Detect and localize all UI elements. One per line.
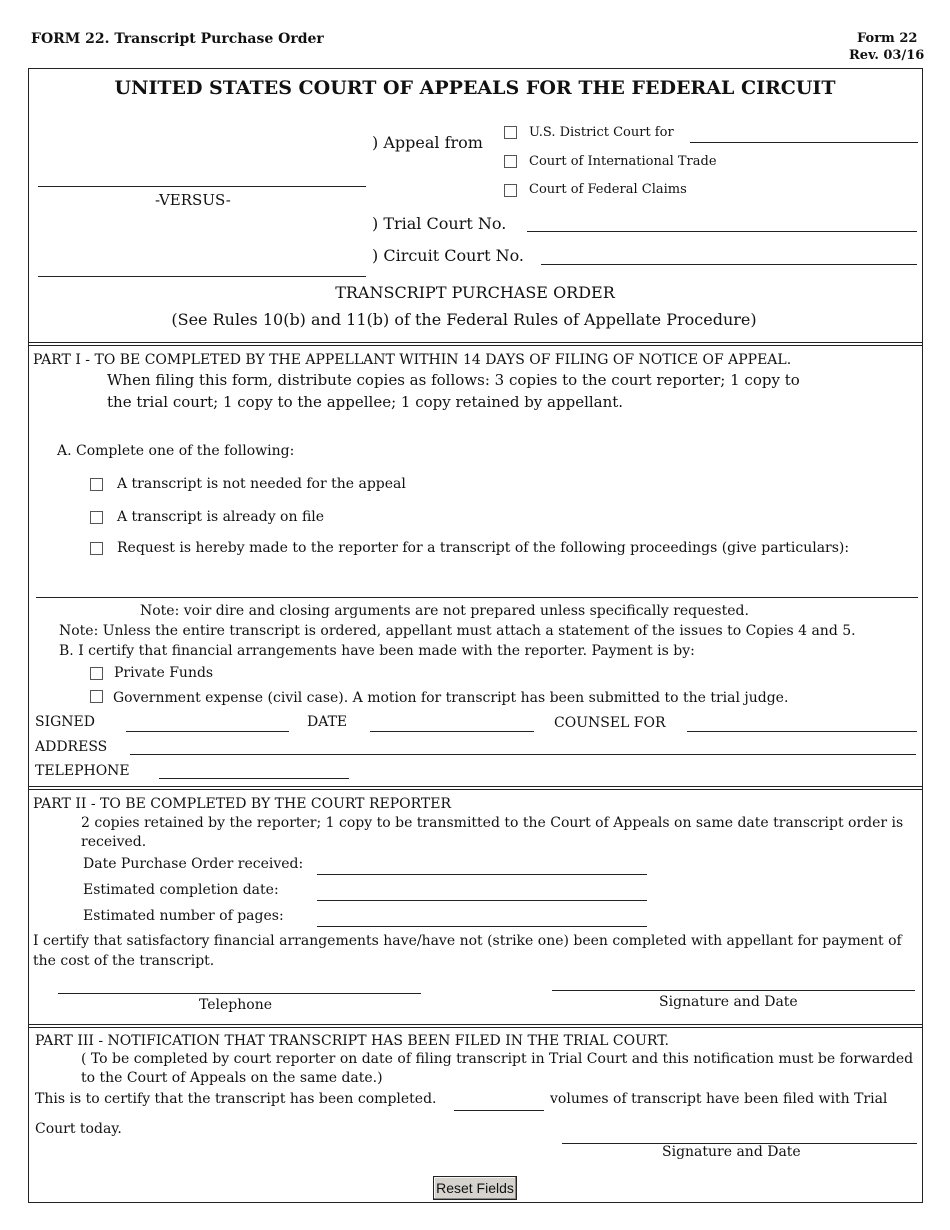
- part1-instructions-2: the trial court; 1 copy to the appellee; 1 copy retained by appellant.: [107, 393, 624, 411]
- part3-heading: PART III - NOTIFICATION THAT TRANSCRIPT HAS BEEN FILED IN THE TRIAL COURT.: [35, 1033, 669, 1049]
- district-court-checkbox[interactable]: [504, 126, 517, 139]
- part1-heading: PART I - TO BE COMPLETED BY THE APPELLANT WITHIN 14 DAYS OF FILING OF NOTICE OF APPEAL.: [33, 352, 792, 368]
- date-received-label: Date Purchase Order received:: [83, 856, 304, 872]
- section-b-label: B. I certify that financial arrangements have been made with the reporter. Payment is by:: [59, 643, 695, 659]
- part1-instructions-1: When filing this form, distribute copies as follows: 3 copies to the court reporter; 1 copy to: [107, 371, 800, 389]
- note-entire-transcript: Note: Unless the entire transcript is ordered, appellant must attach a statement of the issues to Copies 4 and 5.: [59, 623, 856, 639]
- transcript-not-needed-checkbox[interactable]: [90, 478, 103, 491]
- part2-certify-1: I certify that satisfactory financial arrangements have/have not (strike one) been completed with appellant for payment of: [33, 933, 902, 949]
- transcript-on-file-label: A transcript is already on file: [117, 509, 325, 525]
- transcript-on-file-checkbox[interactable]: [90, 511, 103, 524]
- versus-label: -VERSUS-: [155, 191, 231, 209]
- section-divider: [29, 1024, 922, 1028]
- order-subtitle: (See Rules 10(b) and 11(b) of the Federal Rules of Appellate Procedure): [171, 310, 757, 329]
- circuit-court-no-label: ) Circuit Court No.: [372, 246, 525, 265]
- completion-date-label: Estimated completion date:: [83, 882, 279, 898]
- transcript-request-label: Request is hereby made to the reporter for a transcript of the following proceedings (give particulars):: [117, 540, 850, 556]
- num-pages-field[interactable]: [317, 908, 647, 927]
- federal-claims-checkbox[interactable]: [504, 184, 517, 197]
- appeal-from-label: ) Appeal from: [372, 133, 483, 152]
- section-a-label: A. Complete one of the following:: [57, 443, 295, 459]
- trial-court-no-label: ) Trial Court No.: [372, 214, 507, 233]
- section-divider: [29, 786, 922, 790]
- part3-instructions-2: to the Court of Appeals on the same date.): [81, 1070, 383, 1086]
- proceedings-particulars-field[interactable]: [36, 579, 918, 598]
- part2-instructions-1: 2 copies retained by the reporter; 1 copy to be transmitted to the Court of Appeals on same date transcript order is: [81, 815, 904, 831]
- reporter-signature-field[interactable]: [552, 972, 915, 991]
- counsel-for-field[interactable]: [687, 713, 917, 732]
- num-pages-label: Estimated number of pages:: [83, 908, 284, 924]
- transcript-request-checkbox[interactable]: [90, 542, 103, 555]
- address-field[interactable]: [130, 736, 916, 755]
- reporter-telephone-field[interactable]: [58, 975, 421, 994]
- section-divider: [29, 342, 922, 346]
- form-number: Form 22: [857, 31, 918, 46]
- order-title: TRANSCRIPT PURCHASE ORDER: [335, 283, 615, 302]
- part3-signature-field[interactable]: [562, 1125, 917, 1144]
- appellee-name-field[interactable]: [38, 258, 366, 277]
- district-court-field[interactable]: [690, 124, 918, 143]
- completion-date-field[interactable]: [317, 882, 647, 901]
- signed-label: SIGNED: [35, 714, 95, 730]
- note-voir-dire: Note: voir dire and closing arguments are not prepared unless specifically requested.: [140, 603, 749, 619]
- part3-instructions-1: ( To be completed by court reporter on date of filing transcript in Trial Court and this notification must be forwarded: [81, 1051, 914, 1067]
- form-revision: Rev. 03/16: [849, 48, 925, 63]
- reporter-signature-label: Signature and Date: [659, 994, 798, 1010]
- date-label: DATE: [307, 714, 348, 730]
- part2-certify-2: the cost of the transcript.: [33, 953, 215, 969]
- reporter-telephone-label: Telephone: [199, 997, 273, 1013]
- counsel-for-label: COUNSEL FOR: [554, 715, 666, 731]
- international-trade-label: Court of International Trade: [529, 154, 717, 169]
- private-funds-checkbox[interactable]: [90, 667, 103, 680]
- address-label: ADDRESS: [35, 739, 108, 755]
- private-funds-label: Private Funds: [114, 665, 214, 681]
- date-received-field[interactable]: [317, 856, 647, 875]
- circuit-court-no-field[interactable]: [541, 246, 917, 265]
- district-court-label: U.S. District Court for: [529, 125, 674, 140]
- part2-instructions-2: received.: [81, 834, 147, 850]
- government-expense-checkbox[interactable]: [90, 690, 103, 703]
- part3-certify-3: Court today.: [35, 1121, 122, 1137]
- trial-court-no-field[interactable]: [527, 213, 917, 232]
- signed-field[interactable]: [126, 713, 289, 732]
- telephone-field[interactable]: [159, 760, 349, 779]
- appellant-name-field[interactable]: [38, 168, 366, 187]
- part3-certify-2: volumes of transcript have been filed with Trial: [550, 1091, 888, 1107]
- court-title: UNITED STATES COURT OF APPEALS FOR THE FEDERAL CIRCUIT: [114, 77, 836, 99]
- part3-certify-1: This is to certify that the transcript has been completed.: [35, 1091, 437, 1107]
- volumes-field[interactable]: [454, 1092, 544, 1111]
- reset-fields-button[interactable]: Reset Fields: [433, 1176, 517, 1200]
- telephone-label: TELEPHONE: [35, 763, 130, 779]
- transcript-not-needed-label: A transcript is not needed for the appeal: [117, 476, 406, 492]
- federal-claims-label: Court of Federal Claims: [529, 182, 687, 197]
- form-title: FORM 22. Transcript Purchase Order: [31, 31, 324, 47]
- date-field[interactable]: [370, 713, 534, 732]
- international-trade-checkbox[interactable]: [504, 155, 517, 168]
- government-expense-label: Government expense (civil case). A motion for transcript has been submitted to the trial judge.: [113, 690, 789, 706]
- part3-signature-label: Signature and Date: [662, 1144, 801, 1160]
- part2-heading: PART II - TO BE COMPLETED BY THE COURT REPORTER: [33, 796, 452, 812]
